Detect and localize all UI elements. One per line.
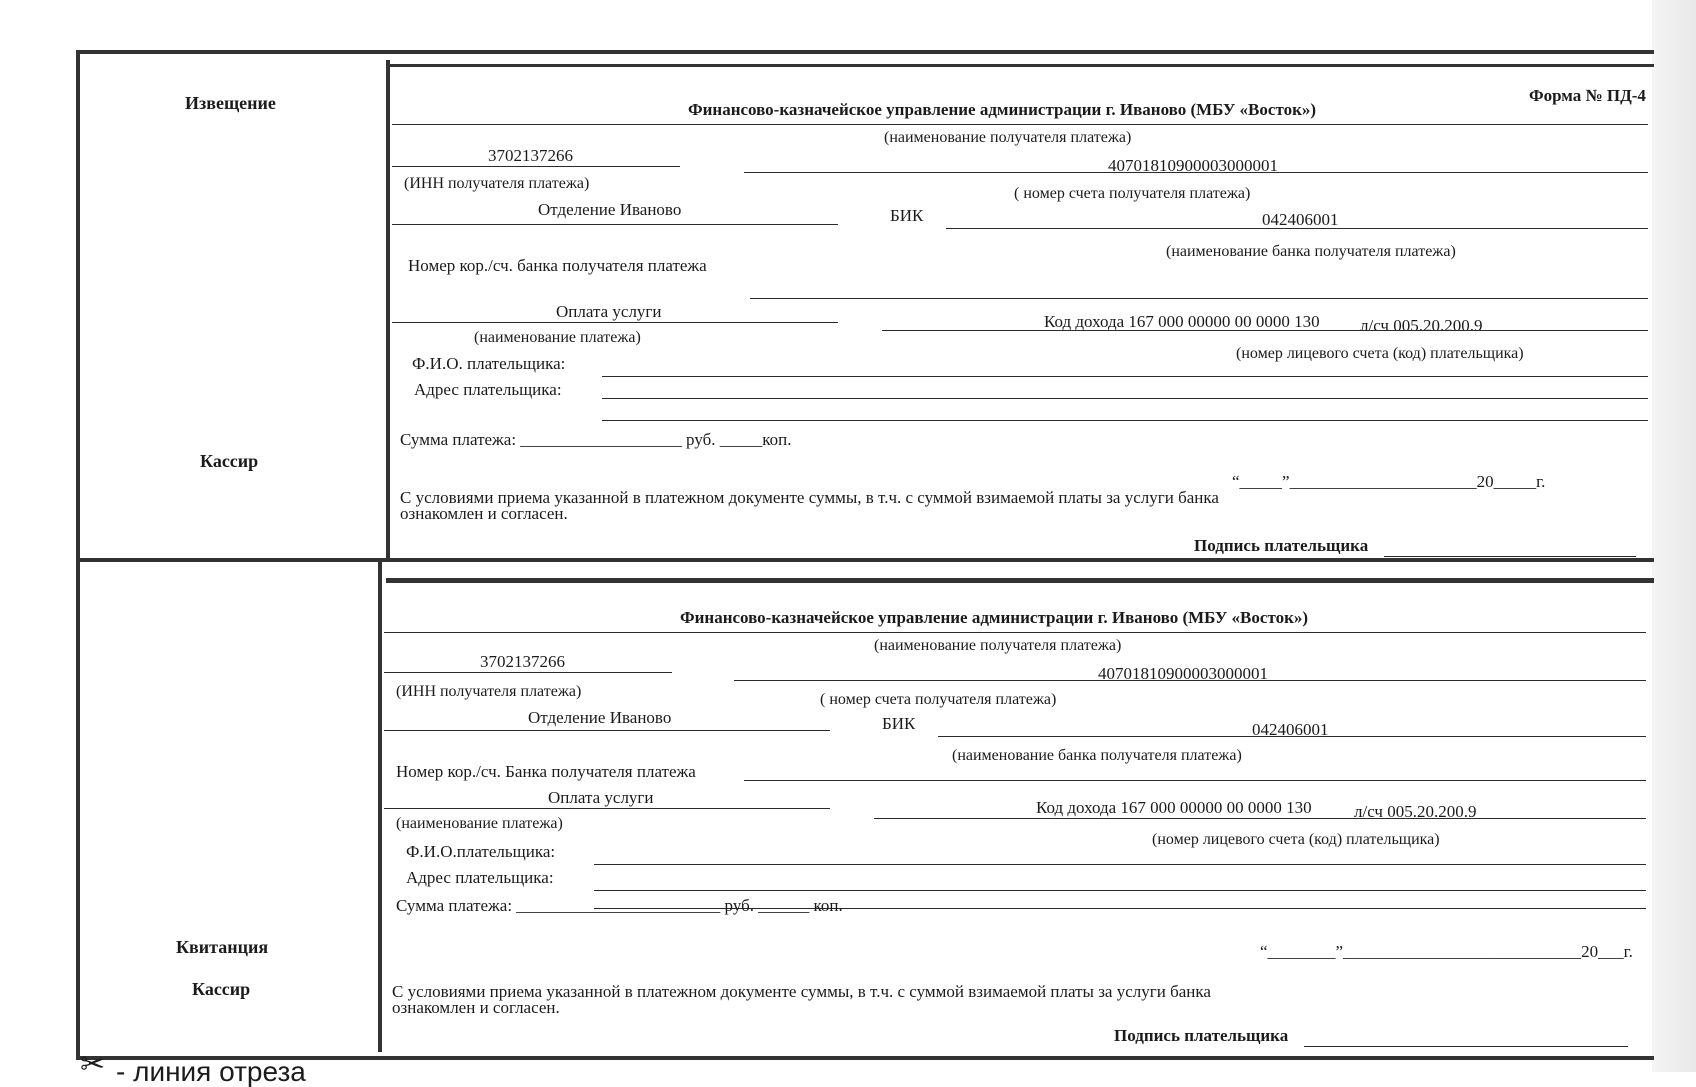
right-section-top	[386, 578, 1654, 583]
notice-kor-line	[750, 298, 1648, 299]
receipt-signature-line	[1304, 1046, 1628, 1047]
receipt-inn-caption: (ИНН получателя платежа)	[396, 683, 582, 700]
receipt-code-line	[874, 818, 1646, 819]
notice-payer-address-label: Адрес плательщика:	[414, 380, 562, 399]
notice-payment-name: Оплата услуги	[556, 302, 662, 321]
notice-title: Извещение	[185, 93, 276, 113]
notice-code-line	[882, 330, 1648, 331]
receipt-payer-name-line	[594, 864, 1646, 865]
form-number: Форма № ПД-4	[1529, 86, 1646, 105]
notice-inn-caption: (ИНН получателя платежа)	[404, 175, 590, 192]
notice-personal-account: л/сч 005.20.200.9	[1360, 316, 1483, 335]
notice-payer-name-line	[602, 376, 1648, 377]
notice-payment-line	[392, 322, 838, 323]
notice-bank-line	[392, 224, 838, 225]
notice-bank-caption: (наименование банка получателя платежа)	[1166, 243, 1456, 260]
receipt-title: Квитанция	[176, 937, 269, 957]
receipt-account-line	[734, 680, 1646, 681]
notice-payer-name-label: Ф.И.О. плательщика:	[412, 354, 566, 373]
receipt-payer-name-label: Ф.И.О.плательщика:	[406, 842, 556, 861]
receipt-conditions-2: ознакомлен и согласен.	[392, 998, 560, 1017]
top-inner-line	[386, 64, 1654, 67]
notice-recipient: Финансово-казначейское управление администрации г. Иваново (МБУ «Восток»)	[688, 100, 1317, 119]
notice-cashier: Кассир	[200, 451, 259, 471]
notice-income-code: Код дохода 167 000 00000 00 0000 130	[1044, 312, 1320, 331]
notice-signature-label: Подпись плательщика	[1194, 536, 1369, 555]
receipt-cashier: Кассир	[192, 979, 251, 999]
notice-account: 40701810900003000001	[1108, 156, 1278, 175]
receipt-payment-line	[384, 808, 830, 809]
receipt-sum: Сумма платежа: ________________________ руб. ______ коп.	[396, 896, 843, 915]
column-divider-bottom	[378, 560, 382, 1052]
receipt-personal-caption: (номер лицевого счета (код) плательщика)	[1152, 831, 1440, 848]
column-divider-top	[386, 60, 390, 560]
receipt-inn: 3702137266	[480, 652, 565, 671]
notice-inn: 3702137266	[488, 146, 573, 165]
receipt-personal-account: л/сч 005.20.200.9	[1354, 802, 1477, 821]
notice-account-line	[744, 172, 1648, 173]
section-divider	[76, 558, 1654, 562]
receipt-bank-caption: (наименование банка получателя платежа)	[952, 747, 1242, 764]
notice-bik: 042406001	[1262, 210, 1339, 229]
receipt-kor-line	[744, 780, 1646, 781]
notice-payer-address-line	[602, 398, 1648, 399]
notice-inn-line	[392, 166, 680, 167]
notice-bik-line	[946, 228, 1648, 229]
notice-account-caption: ( номер счета получателя платежа)	[1014, 185, 1251, 202]
notice-personal-caption: (номер лицевого счета (код) плательщика)	[1236, 345, 1524, 362]
notice-payment-caption: (наименование платежа)	[474, 329, 641, 346]
receipt-account: 40701810900003000001	[1098, 664, 1268, 683]
notice-conditions-1: С условиями приема указанной в платежном документе суммы, в т.ч. с суммой взимаемой платы за услуги банка	[400, 488, 1219, 507]
notice-kor-label: Номер кор./сч. банка получателя платежа	[408, 256, 707, 275]
receipt-kor-label: Номер кор./сч. Банка получателя платежа	[396, 762, 696, 781]
notice-bank: Отделение Иваново	[538, 200, 682, 219]
receipt-bank: Отделение Иваново	[528, 708, 672, 727]
notice-signature-line	[1384, 556, 1636, 557]
receipt-bik: 042406001	[1252, 720, 1329, 739]
receipt-recipient-caption: (наименование получателя платежа)	[874, 637, 1122, 654]
receipt-account-caption: ( номер счета получателя платежа)	[820, 691, 1057, 708]
receipt-date: “________”____________________________20___г.	[1260, 942, 1633, 961]
notice-sum: Сумма платежа: ___________________ руб. _____коп.	[400, 430, 792, 449]
scissors-icon: ✂	[80, 1048, 106, 1081]
receipt-bank-line	[384, 730, 830, 731]
notice-recipient-caption: (наименование получателя платежа)	[884, 129, 1132, 146]
notice-date: “_____”______________________20_____г.	[1232, 472, 1546, 491]
receipt-bik-label: БИК	[882, 714, 916, 733]
receipt-payment-caption: (наименование платежа)	[396, 815, 563, 832]
cut-line-label: - линия отреза	[116, 1056, 306, 1087]
receipt-bik-line	[938, 736, 1646, 737]
receipt-conditions-1: С условиями приема указанной в платежном документе суммы, в т.ч. с суммой взимаемой платы за услуги банка	[392, 982, 1211, 1001]
receipt-income-code: Код дохода 167 000 00000 00 0000 130	[1036, 798, 1312, 817]
receipt-payer-address-line	[594, 890, 1646, 891]
receipt-recipient-line	[384, 632, 1646, 633]
receipt-recipient: Финансово-казначейское управление администрации г. Иваново (МБУ «Восток»)	[680, 608, 1309, 627]
notice-extra-line	[602, 420, 1648, 421]
notice-recipient-line	[392, 124, 1648, 125]
receipt-payment-name: Оплата услуги	[548, 788, 654, 807]
notice-bik-label: БИК	[890, 206, 924, 225]
receipt-payer-address-label: Адрес плательщика:	[406, 868, 554, 887]
notice-conditions-2: ознакомлен и согласен.	[400, 504, 568, 523]
scan-edge	[1652, 0, 1696, 1072]
receipt-signature-label: Подпись плательщика	[1114, 1026, 1289, 1045]
receipt-inn-line	[384, 672, 672, 673]
